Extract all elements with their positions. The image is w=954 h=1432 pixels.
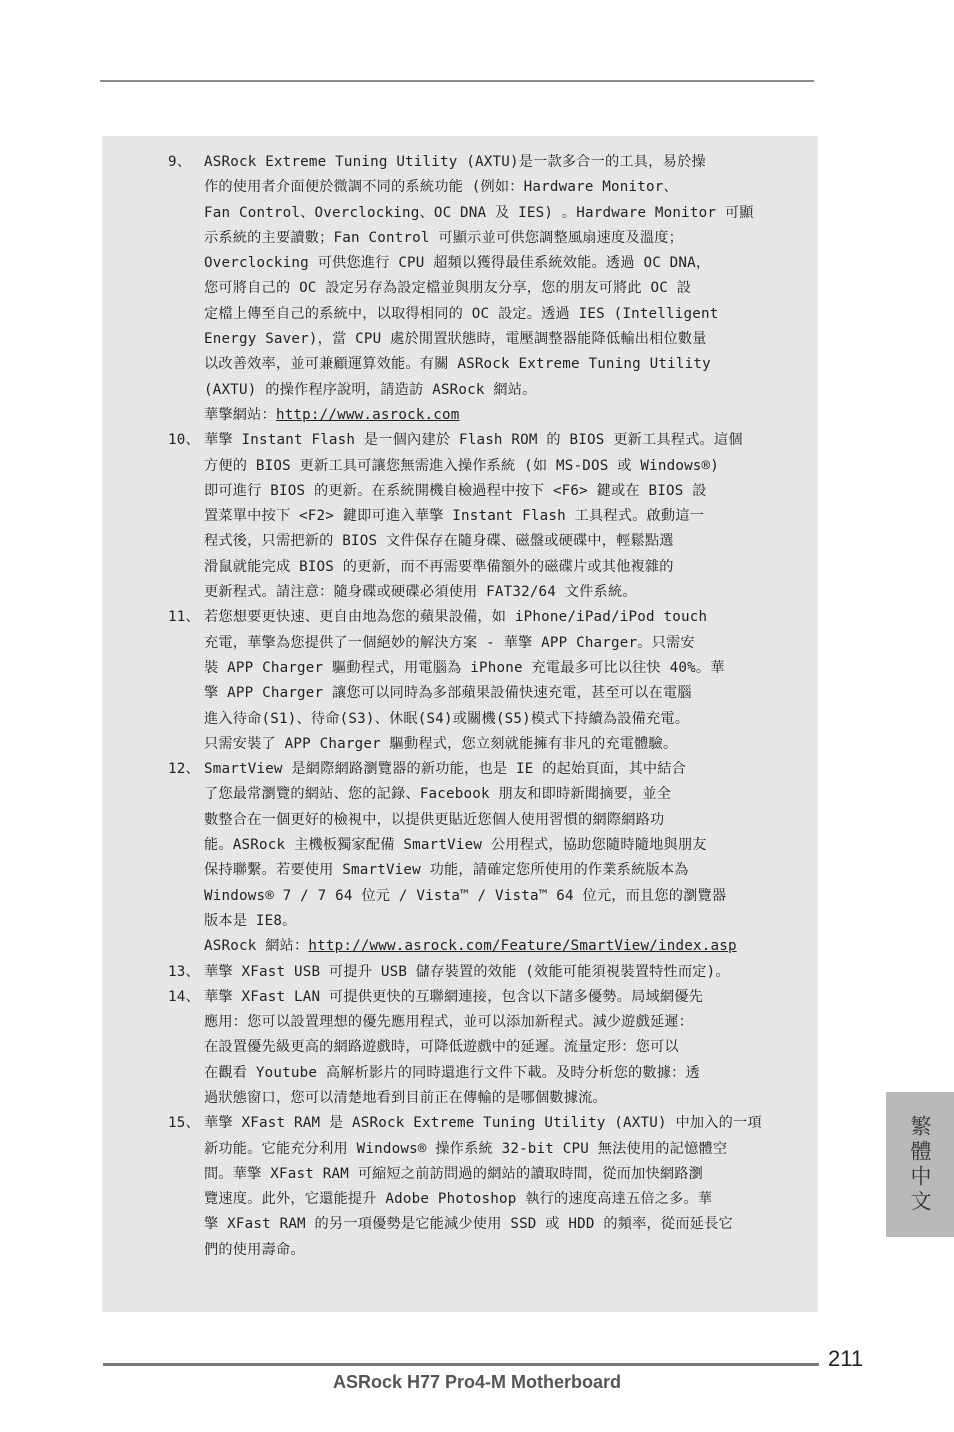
item-text-line: 華擎 Instant Flash 是一個內建於 Flash ROM 的 BIOS 更新工具程式。這個 — [204, 432, 743, 449]
item-text-line: 華擎 XFast USB 可提升 USB 儲存裝置的效能 (效能可能須視裝置特性而定)。 — [204, 963, 730, 980]
item-text-line: (AXTU) 的操作程序說明，請造訪 ASRock 網站。 — [204, 381, 537, 398]
item-text-line: 作的使用者介面便於微調不同的系統功能 (例如：Hardware Monitor、 — [204, 179, 678, 196]
item-text-line: 在設置優先級更高的網路遊戲時，可降低遊戲中的延遲。流量定形：您可以 — [204, 1039, 679, 1056]
item-text-line: 示系統的主要讀數；Fan Control 可顯示並可供您調整風扇速度及溫度； — [204, 229, 683, 246]
item-text-line: 過狀態窗口，您可以清楚地看到目前正在傳輸的是哪個數據流。 — [204, 1089, 607, 1106]
item-text-line: 覽速度。此外，它還能提升 Adobe Photoshop 執行的速度高達五倍之多。華 — [204, 1191, 713, 1208]
item-text-line: 在觀看 Youtube 高解析影片的同時還進行文件下載。及時分析您的數據：透 — [204, 1064, 700, 1081]
item-text-line: 即可進行 BIOS 的更新。在系統開機自檢過程中按下 <F6> 鍵或在 BIOS 設 — [204, 482, 707, 499]
item-text-line: 定檔上傳至自己的系統中，以取得相同的 OC 設定。透過 IES (Intelligent — [204, 305, 719, 322]
item-text-line: 數整合在一個更好的檢視中，以提供更貼近您個人使用習慣的網際網路功 — [204, 811, 665, 828]
list-item — [168, 1111, 768, 1263]
item-number: 10、 — [168, 432, 200, 449]
page-number: 211 — [828, 1346, 864, 1371]
item-text-line: Overclocking 可供您進行 CPU 超頻以獲得最佳系統效能。透過 OC DNA， — [204, 255, 711, 272]
item-text-line: ASRock Extreme Tuning Utility (AXTU)是一款多合一的工具，易於操 — [204, 154, 706, 170]
item-text-line: 裝 APP Charger 驅動程式，用電腦為 iPhone 充電最多可比以往快 40%。華 — [204, 659, 725, 676]
website-link[interactable]: http://www.asrock.com/Feature/SmartView/index.asp — [308, 938, 737, 955]
item-text-line: 保持聯繫。若要使用 SmartView 功能，請確定您所使用的作業系統版本為 — [204, 862, 689, 879]
item-number: 15、 — [168, 1115, 200, 1132]
item-text-line: 新功能。它能充分利用 Windows® 操作系統 32-bit CPU 無法使用的記憶體空 — [204, 1140, 728, 1157]
item-text-line: 只需安裝了 APP Charger 驅動程式，您立刻就能擁有非凡的充電體驗。 — [204, 735, 678, 752]
item-text-line: 擎 XFast RAM 的另一項優勢是它能減少使用 SSD 或 HDD 的頻率，從而延長它 — [204, 1216, 733, 1233]
item-text-line: 版本是 IE8。 — [204, 912, 297, 929]
item-text-line: 進入待命(S1)、待命(S3)、休眠(S4)或關機(S5)模式下持續為設備充電。 — [204, 710, 690, 727]
item-text-line: 充電，華擎為您提供了一個絕妙的解決方案 - 華擎 APP Charger。只需安 — [204, 634, 695, 651]
website-label: 華擎網站： — [204, 406, 276, 423]
list-item — [168, 428, 768, 605]
item-text-line: 以改善效率，並可兼顧運算效能。有關 ASRock Extreme Tuning Utility — [204, 356, 711, 373]
website-link[interactable]: http://www.asrock.com — [275, 406, 460, 423]
item-number: 13、 — [168, 963, 200, 980]
item-text-line: 更新程式。請注意：隨身碟或硬碟必須使用 FAT32/64 文件系統。 — [204, 584, 637, 601]
item-text-line: Fan Control、Overclocking、OC DNA 及 IES) 。Hardware Monitor 可顯 — [204, 204, 754, 221]
item-text-line: 華擎 XFast LAN 可提供更快的互聯網連接，包含以下諸多優勢。局域網優先 — [204, 988, 704, 1005]
item-text-line: 置菜單中按下 <F2> 鍵即可進入華擎 Instant Flash 工具程式。啟動這一 — [204, 508, 705, 525]
item-number: 14、 — [168, 988, 200, 1005]
language-tab — [886, 1092, 954, 1237]
bottom-rule — [103, 1363, 819, 1366]
item-text-line: 了您最常瀏覽的網站、您的記錄、Facebook 朋友和即時新聞摘要，並全 — [204, 786, 672, 803]
website-line — [204, 403, 768, 428]
item-text-line: 擎 APP Charger 讓您可以同時為多部蘋果設備快速充電，甚至可以在電腦 — [204, 685, 692, 702]
item-text-line: Energy Saver)，當 CPU 處於閒置狀態時，電壓調整器能降低輸出相位數量 — [204, 331, 707, 348]
item-text-line: 華擎 XFast RAM 是 ASRock Extreme Tuning Utility (AXTU) 中加入的一項 — [204, 1115, 762, 1132]
item-text-line: 應用：您可以設置理想的優先應用程式，並可以添加新程式。減少遊戲延遲： — [204, 1014, 694, 1031]
item-text-line: 間。華擎 XFast RAM 可縮短之前訪問過的網站的讀取時間，從而加快網路瀏 — [204, 1165, 704, 1182]
item-number: 11、 — [168, 609, 200, 626]
list-item — [168, 985, 768, 1111]
item-text-line: 方便的 BIOS 更新工具可讓您無需進入操作系統 (如 MS-DOS 或 Windows®) — [204, 457, 720, 474]
list-item — [168, 757, 768, 959]
footer-title: ASRock H77 Pro4-M Motherboard — [332, 1372, 622, 1392]
top-rule — [100, 80, 814, 82]
website-line — [204, 934, 768, 959]
list-item — [168, 150, 768, 428]
item-number: 9、 — [168, 154, 192, 170]
item-text-line: 您可將自己的 OC 設定另存為設定檔並與朋友分享，您的朋友可將此 OC 設 — [204, 280, 692, 297]
item-text-line: Windows® 7 / 7 64 位元 / Vista™ / Vista™ 64 位元，而且您的瀏覽器 — [204, 887, 727, 904]
item-text-line: 程式後，只需把新的 BIOS 文件保存在隨身碟、磁盤或硬碟中，輕鬆點選 — [204, 533, 674, 550]
item-text-line: 若您想要更快速、更自由地為您的蘋果設備，如 iPhone/iPad/iPod touch — [204, 609, 708, 626]
item-text-line: 滑鼠就能完成 BIOS 的更新，而不再需要準備額外的磁碟片或其他複雜的 — [204, 558, 674, 575]
feature-list — [168, 150, 768, 1263]
item-text-line: 能。ASRock 主機板獨家配備 SmartView 公用程式，協助您隨時隨地與朋友 — [204, 837, 707, 854]
list-item — [168, 960, 768, 985]
item-text-line: SmartView 是網際網路瀏覽器的新功能，也是 IE 的起始頁面，其中結合 — [204, 761, 687, 778]
item-number: 12、 — [168, 761, 200, 778]
language-tab-label: 繁體中文 — [908, 1114, 932, 1215]
item-text-line: 們的使用壽命。 — [204, 1241, 305, 1258]
list-item — [168, 605, 768, 757]
website-label: ASRock 網站： — [204, 938, 309, 955]
